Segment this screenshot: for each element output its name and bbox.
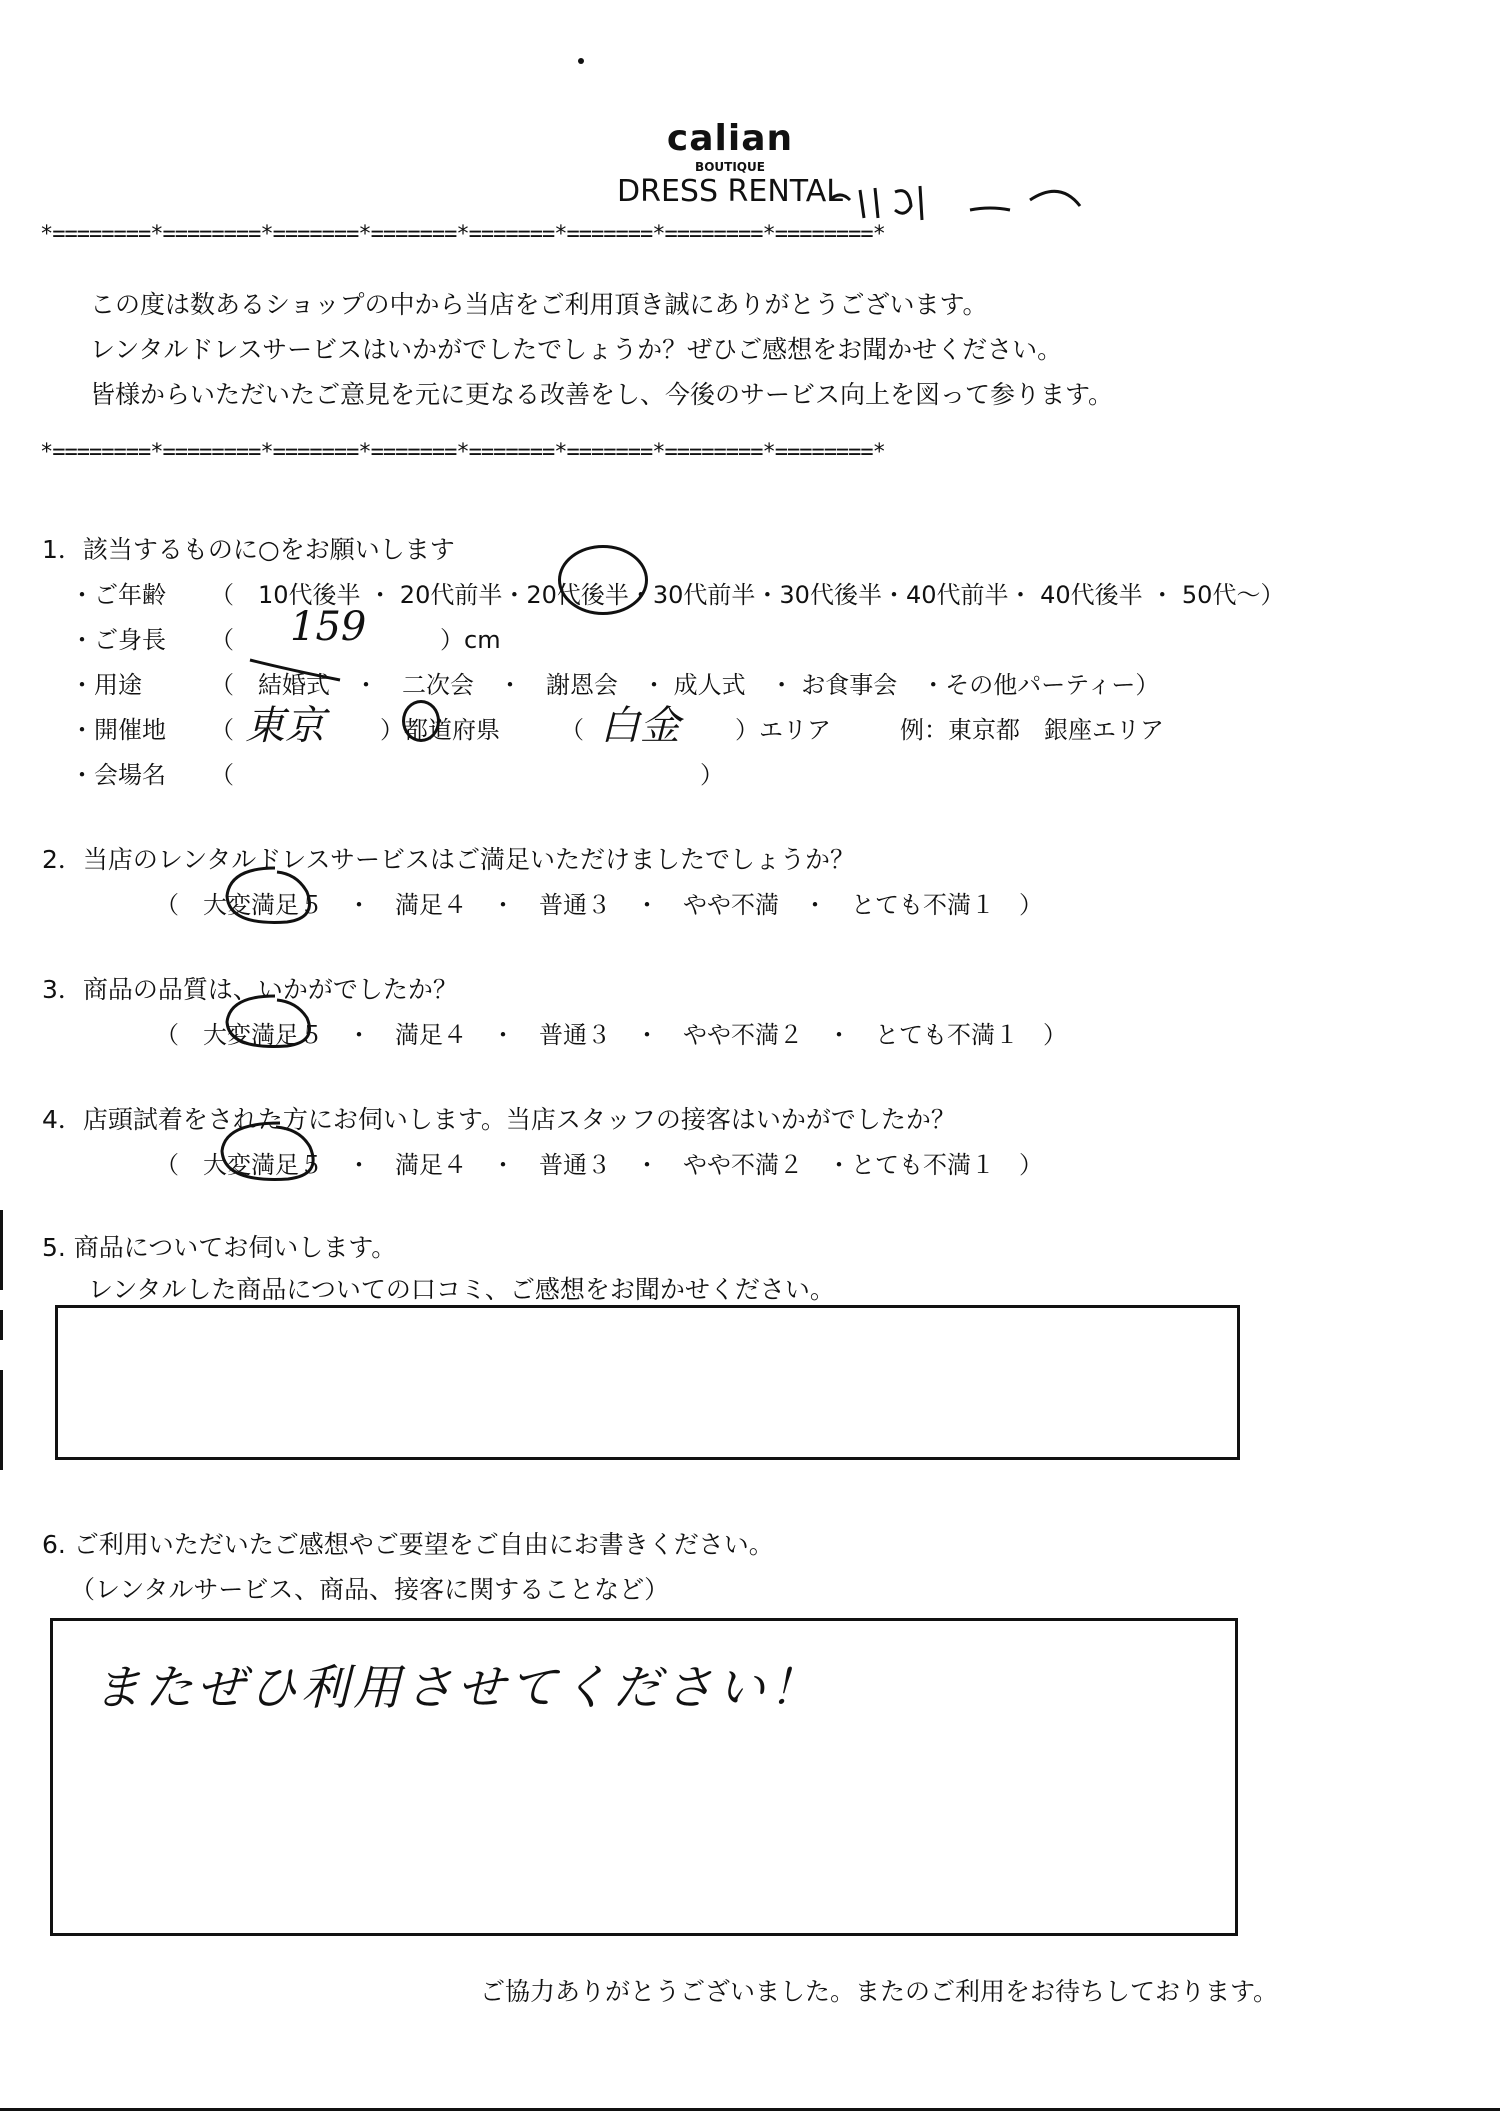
age-options: （ 10代後半 ・ 20代前半・20代後半・30代前半・30代後半・40代前半・ 40代後半 ・ 50代～）	[210, 581, 1285, 609]
height-open-paren: （	[210, 626, 234, 654]
purpose-options: （ 結婚式 ・ 二次会 ・ 謝恩会 ・ 成人式 ・ お食事会 ・その他パーティー）	[210, 671, 1160, 699]
q6-answer-text: またぜひ利用させてください！	[93, 1660, 822, 1716]
q5-answer-box[interactable]	[55, 1305, 1240, 1460]
area-value[interactable]: 白金	[600, 703, 680, 749]
q5-answer-text	[58, 1308, 1237, 1328]
page-bottom-edge	[0, 2108, 1500, 2111]
prefecture-selected-circle	[402, 700, 440, 742]
margin-mark	[0, 1210, 3, 1290]
handwritten-scribble	[820, 170, 1200, 230]
venue-label: ・会場名	[70, 761, 166, 789]
brand-logo: calian	[666, 118, 794, 159]
venue-open-paren: （	[210, 761, 234, 789]
height-label: ・ご身長	[70, 626, 166, 654]
location-label: ・開催地	[70, 716, 166, 744]
q2-options: （ 大変満足５ ・ 満足４ ・ 普通３ ・ やや不満 ・ とても不満１ ）	[155, 891, 1043, 919]
q2-selected-circle	[215, 860, 325, 940]
age-selected-circle	[558, 545, 648, 615]
q4-options: （ 大変満足５ ・ 満足４ ・ 普通３ ・ やや不満２ ・とても不満１ ）	[155, 1151, 1043, 1179]
location-example: 例：東京都 銀座エリア	[900, 716, 1164, 744]
q6-answer-box[interactable]	[50, 1618, 1238, 1936]
intro-line-3: 皆様からいただいたご意見を元に更なる改善をし、今後のサービス向上を図って参ります。	[90, 380, 1114, 409]
divider-top: *========*========*=======*=======*=======*=======*========*========*	[40, 222, 885, 247]
q5-subtitle: レンタルした商品についての口コミ、ご感想をお聞かせください。	[88, 1275, 835, 1304]
purpose-selected-mark	[240, 650, 350, 695]
location-open-paren: （	[210, 716, 234, 744]
margin-mark	[0, 1310, 3, 1340]
q5-title: 5. 商品についてお伺いします。	[42, 1233, 397, 1262]
margin-mark	[0, 1370, 3, 1470]
purpose-label: ・用途	[70, 671, 142, 699]
q3-selected-circle	[215, 990, 325, 1060]
divider-bottom: *========*========*=======*=======*=======*=======*========*========*	[40, 440, 885, 465]
q3-title: 3．商品の品質は、いかがでしたか？	[42, 975, 458, 1004]
age-label: ・ご年齢	[70, 581, 166, 609]
q2-title: 2．当店のレンタルドレスサービスはご満足いただけましたでしょうか？	[42, 845, 856, 874]
q4-selected-circle	[210, 1115, 330, 1195]
height-value[interactable]: 159	[290, 604, 367, 650]
dot-mark	[578, 58, 584, 64]
q1-title: 1．該当するものに○をお願いします	[42, 535, 455, 564]
q3-options: （ 大変満足５ ・ 満足４ ・ 普通３ ・ やや不満２ ・ とても不満１ ）	[155, 1021, 1067, 1049]
intro-line-2: レンタルドレスサービスはいかがでしたでしょうか？ぜひご感想をお聞かせください。	[90, 335, 1063, 364]
q6-subtitle: （レンタルサービス、商品、接客に関することなど）	[70, 1575, 670, 1604]
height-unit: ）cm	[440, 626, 501, 654]
q4-title: 4．店頭試着をされた方にお伺いします。当店スタッフの接客はいかがでしたか？	[42, 1105, 956, 1134]
venue-close-paren: ）	[700, 761, 724, 789]
thank-you-footer: ご協力ありがとうございました。またのご利用をお待ちしております。	[480, 1977, 1279, 2006]
prefecture-value[interactable]: 東京	[245, 703, 325, 749]
area-open-paren: （	[560, 716, 584, 744]
intro-line-1: この度は数あるショップの中から当店をご利用頂き誠にありがとうございます。	[90, 290, 988, 319]
prefecture-suffix: ）都道府県	[380, 716, 500, 744]
q6-title: 6. ご利用いただいたご感想やご要望をご自由にお書きください。	[42, 1530, 774, 1559]
area-suffix: ）エリア	[735, 716, 831, 744]
brand-sub: BOUTIQUE	[695, 160, 765, 174]
form-title: DRESS RENTAL	[617, 174, 843, 209]
